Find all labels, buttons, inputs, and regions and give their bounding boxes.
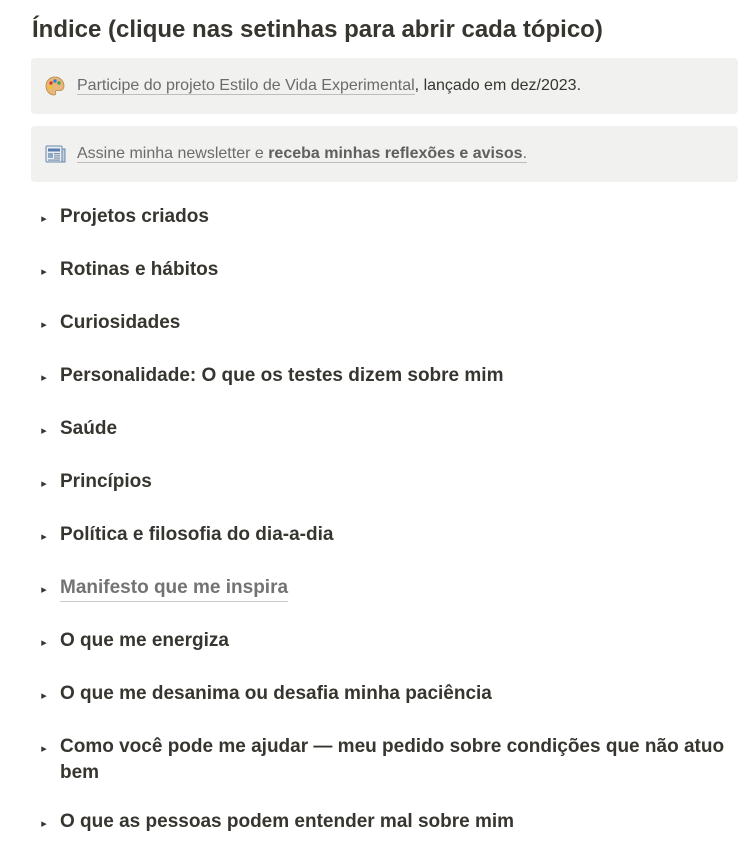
- newsletter-link-suffix: .: [522, 145, 528, 162]
- page-title: Índice (clique nas setinhas para abrir cada tópico): [32, 16, 603, 43]
- toggle-saude[interactable]: [36, 416, 726, 443]
- toggle-arrow-icon[interactable]: ▸: [41, 742, 47, 755]
- toggle-label: Projetos criados: [60, 206, 209, 227]
- toggle-arrow-icon[interactable]: ▸: [41, 424, 47, 437]
- toggle-label: Princípios: [60, 471, 152, 492]
- toggle-projetos-criados[interactable]: [36, 204, 726, 231]
- toggle-label: O que me desanima ou desafia minha paciência: [60, 683, 492, 704]
- toggle-arrow-icon[interactable]: ▸: [41, 530, 47, 543]
- toggle-label: Saúde: [60, 418, 118, 439]
- toggle-personalidade[interactable]: [36, 363, 726, 390]
- toggle-label: Curiosidades: [60, 312, 181, 333]
- toggle-label: Rotinas e hábitos: [60, 259, 219, 280]
- newsletter-link[interactable]: [77, 145, 527, 163]
- palette-icon: [43, 74, 67, 98]
- toggle-arrow-icon[interactable]: ▸: [41, 371, 47, 384]
- newsletter-link-plain: Assine minha newsletter e: [77, 145, 269, 162]
- toggle-label: Política e filosofia do dia-a-dia: [60, 524, 334, 545]
- toggle-arrow-icon[interactable]: ▸: [41, 212, 47, 225]
- toggle-principios[interactable]: [36, 469, 726, 496]
- toggle-label: Como você pode me ajudar — meu pedido sobre condições que não atuo bem: [60, 736, 725, 783]
- callout-newsletter: [31, 126, 738, 182]
- toggle-politica-e-filosofia[interactable]: [36, 522, 726, 549]
- toggle-arrow-icon[interactable]: ▸: [41, 817, 47, 830]
- newspaper-icon: [43, 142, 67, 166]
- callout-project-suffix: , lançado em dez/2023.: [414, 77, 582, 94]
- callout-project: [31, 58, 738, 114]
- toggle-label: Personalidade: O que os testes dizem sobre mim: [60, 365, 504, 386]
- toggle-label: O que as pessoas podem entender mal sobre mim: [60, 811, 515, 832]
- toggle-rotinas-e-habitos[interactable]: [36, 257, 726, 284]
- toggle-o-que-me-energiza[interactable]: [36, 628, 726, 655]
- toggle-manifesto[interactable]: [36, 575, 726, 602]
- toggle-label: O que me energiza: [60, 630, 229, 651]
- manifesto-link[interactable]: Manifesto que me inspira: [60, 575, 288, 602]
- toggle-arrow-icon[interactable]: ▸: [41, 636, 47, 649]
- toggle-arrow-icon[interactable]: ▸: [41, 689, 47, 702]
- toggle-o-que-me-desanima[interactable]: [36, 681, 726, 708]
- toggle-curiosidades[interactable]: [36, 310, 726, 337]
- toggle-arrow-icon[interactable]: ▸: [41, 477, 47, 490]
- project-link[interactable]: Participe do projeto Estilo de Vida Experimental: [77, 77, 415, 94]
- toggle-o-que-as-pessoas-podem-entender-mal[interactable]: [36, 809, 726, 836]
- toggle-arrow-icon[interactable]: ▸: [41, 583, 47, 596]
- toggle-como-voce-pode-me-ajudar[interactable]: [36, 734, 726, 786]
- callout-project-text: [77, 74, 581, 98]
- toggle-arrow-icon[interactable]: ▸: [41, 318, 47, 331]
- newsletter-link-bold: receba minhas reflexões e avisos: [268, 145, 523, 162]
- callout-newsletter-text: [77, 142, 527, 166]
- toggle-arrow-icon[interactable]: ▸: [41, 265, 47, 278]
